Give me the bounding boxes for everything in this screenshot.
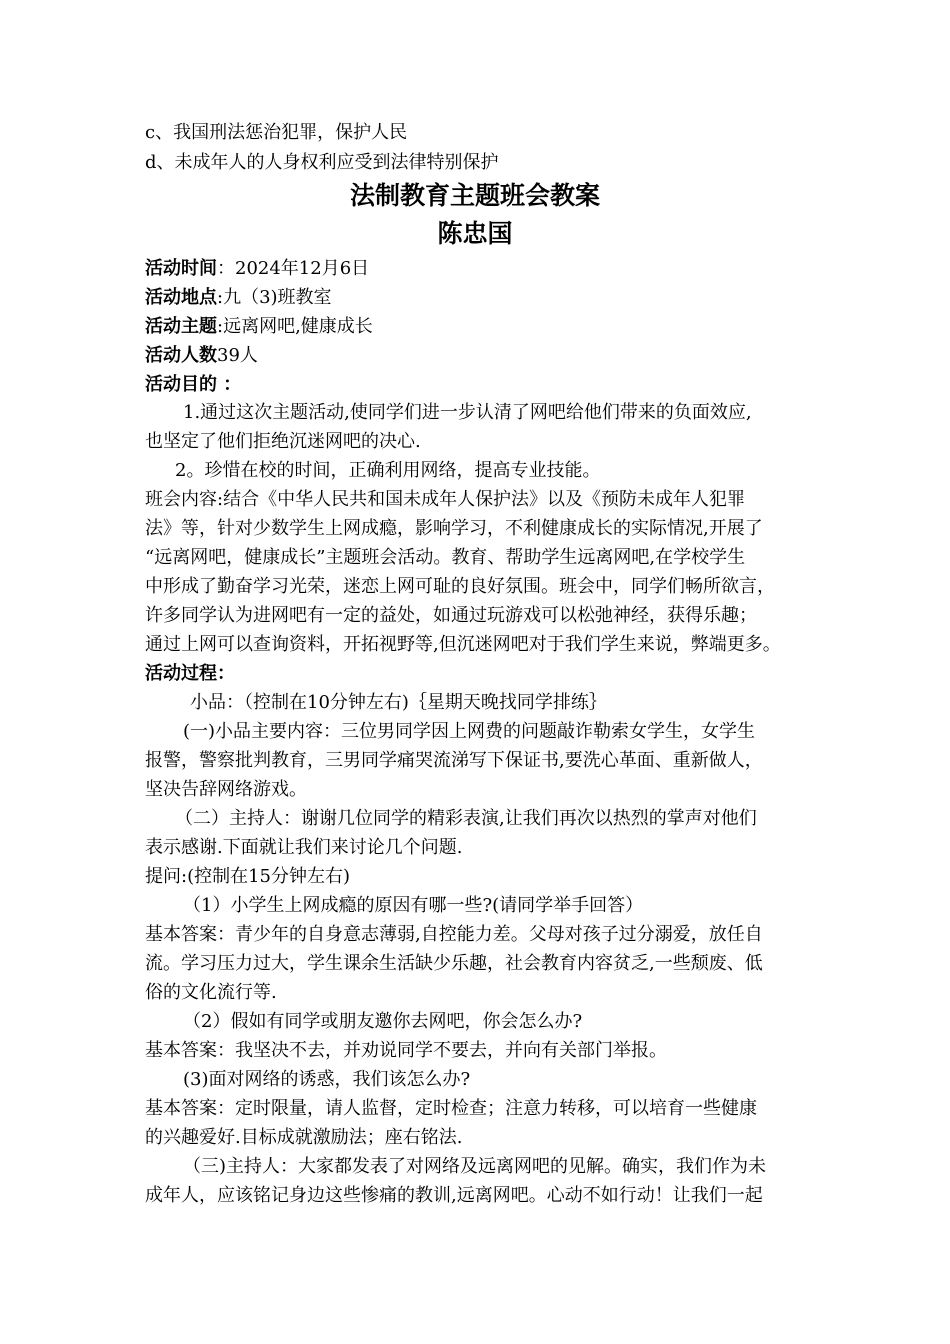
document-author: 陈忠国 — [437, 219, 513, 248]
part3-line: （三)主持人：大家都发表了对网络及远离网吧的见解。确实，我们作为未 — [183, 1156, 767, 1177]
option-d: d、未成年人的人身权利应受到法律特别保护 — [145, 152, 499, 173]
question-1: （1）小学生上网成瘾的原因有哪一些?(请同学举手回答） — [183, 895, 644, 916]
info-goal-label: 活动目的 ： — [145, 374, 242, 395]
answer-3-line: 基本答案：定时限量，请人监督，定时检查；注意力转移，可以培育一些健康 — [145, 1098, 757, 1119]
option-c: c、我国刑法惩治犯罪，保护人民 — [145, 122, 408, 143]
goal-1-line-1: 1.通过这次主题活动,使同学们进一步认清了网吧给他们带来的负面效应, — [183, 402, 752, 423]
document-title: 法制教育主题班会教案 — [349, 181, 600, 210]
skit-line: 小品：（控制在10分钟左右)｛星期天晚找同学排练｝ — [190, 692, 607, 713]
goal-2: 2。珍惜在校的时间，正确利用网络，提高专业技能。 — [175, 460, 601, 481]
question-2: （2）假如有同学或朋友邀你去网吧，你会怎么办? — [183, 1011, 583, 1032]
info-place — [145, 283, 825, 313]
info-time-label: 活动时间 — [145, 258, 217, 279]
info-count — [145, 341, 825, 371]
info-theme-label: 活动主题 — [145, 316, 217, 337]
part1-line: (一)小品主要内容：三位男同学因上网费的问题敲诈勒索女学生，女学生 — [183, 721, 756, 742]
content-line: 通过上网可以查询资料，开拓视野等,但沉迷网吧对于我们学生来说，弊端更多。 — [145, 634, 781, 655]
question-3: (3)面对网络的诱惑，我们该怎么办? — [183, 1069, 471, 1090]
answer-1-line: 流。学习压力过大，学生课余生活缺少乐趣，社会教育内容贫乏,一些颓废、低 — [145, 953, 763, 974]
part2-line: 表示感谢.下面就让我们来讨论几个问题. — [145, 837, 463, 858]
answer-1-line: 基本答案：青少年的自身意志薄弱,自控能力差。父母对孩子过分溺爱，放任自 — [145, 924, 763, 945]
part2-line: （二）主持人：谢谢几位同学的精彩表演,让我们再次以热烈的掌声对他们 — [175, 808, 757, 829]
info-count-label: 活动人数 — [145, 345, 217, 366]
process-label: 活动过程： — [145, 663, 235, 684]
info-time — [145, 254, 825, 284]
questions-intro: 提问:(控制在15分钟左右) — [145, 866, 351, 887]
info-theme-value: :远离网吧,健康成长 — [217, 316, 373, 337]
content-line: 法》等，针对少数学生上网成瘾，影响学习，不利健康成长的实际情况,开展了 — [145, 518, 763, 539]
answer-1-line: 俗的文化流行等. — [145, 982, 277, 1003]
content-line: 班会内容:结合《中华人民共和国未成年人保护法》以及《预防未成年人犯罪 — [145, 489, 746, 510]
content-line: 许多同学认为进网吧有一定的益处，如通过玩游戏可以松弛神经，获得乐趣； — [145, 605, 757, 626]
answer-3-line: 的兴趣爱好.目标成就激励法；座右铭法. — [145, 1127, 463, 1148]
goal-1-line-2: 也坚定了他们拒绝沉迷网吧的决心. — [145, 431, 421, 452]
answer-2: 基本答案：我坚决不去，并劝说同学不要去，并向有关部门举报。 — [145, 1040, 667, 1061]
part3-line: 成年人，应该铭记身边这些惨痛的教训,远离网吧。心动不如行动！让我们一起 — [145, 1185, 763, 1206]
part1-line: 报警，警察批判教育，三男同学痛哭流涕写下保证书,要洗心革面、重新做人， — [145, 750, 763, 771]
part1-line: 坚决告辞网络游戏。 — [145, 779, 307, 800]
info-place-label: 活动地点 — [145, 287, 217, 308]
info-count-value: 39人 — [217, 345, 258, 366]
info-time-value: ：2024年12月6日 — [217, 258, 370, 279]
content-line: 中形成了勤奋学习光荣，迷恋上网可耻的良好氛围。班会中，同学们畅所欲言， — [145, 576, 775, 597]
info-place-value: :九（3)班教室 — [217, 287, 332, 308]
content-line: “远离网吧，健康成长”主题班会活动。教育、帮助学生远离网吧,在学校学生 — [145, 547, 746, 568]
info-theme — [145, 312, 825, 342]
